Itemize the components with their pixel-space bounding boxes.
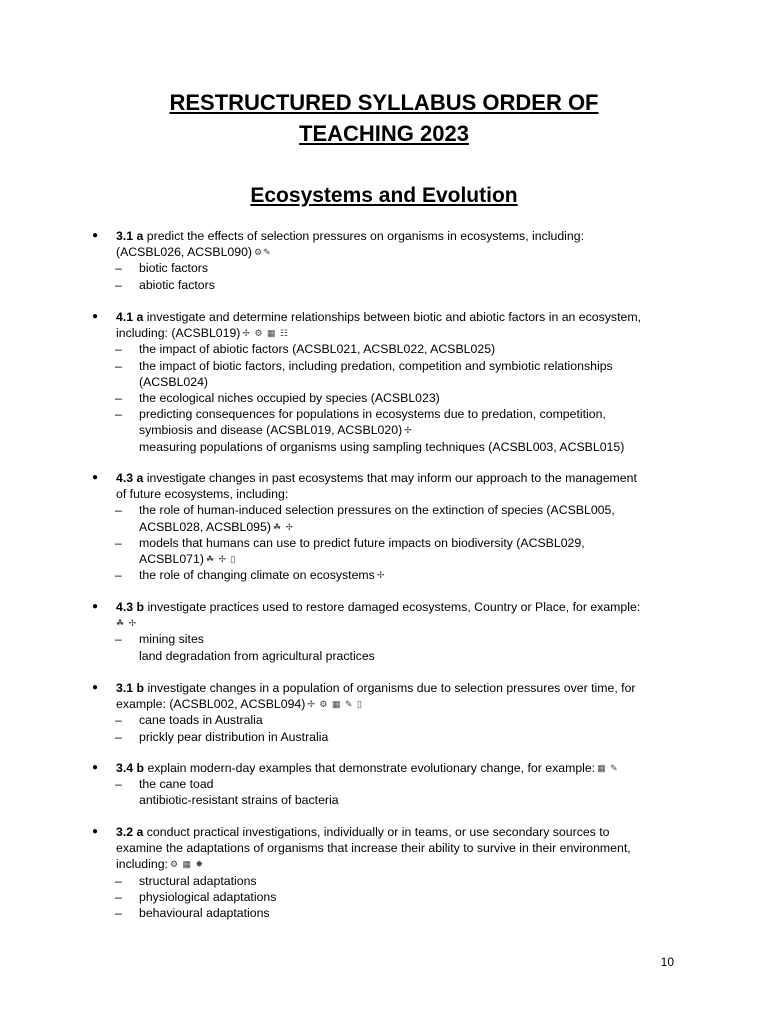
item-number: 3.1 b: [116, 681, 145, 695]
sub-point-cont: ACSBL071): [139, 552, 204, 567]
item-text: investigate and determine relationships between biotic and abiotic factors in an ecosystem,: [143, 310, 641, 324]
syllabus-item-3-1-b: [90, 680, 680, 745]
item-text: investigate practices used to restore damaged ecosystems, Country or Place, for example:: [144, 600, 641, 614]
bullet-icon: ●: [92, 826, 99, 837]
bullet-icon: ●: [92, 601, 99, 612]
sub-point: – prickly pear distribution in Australia: [115, 729, 329, 744]
sub-point: – the impact of biotic factors, including predation, competition and symbiotic relationships: [115, 358, 613, 373]
skill-icons: ☘ ✢ ▯: [205, 554, 237, 565]
skill-icons: ✢: [376, 570, 386, 581]
item-text-cont: example: (ACSBL002, ACSBL094): [116, 697, 306, 712]
skill-icons: ⚙✎: [254, 247, 272, 258]
bullet-icon: ●: [92, 230, 99, 241]
syllabus-item-4-3-a: [90, 470, 680, 583]
item-text: investigate changes in a population of organisms due to selection pressures over time, for: [144, 681, 636, 695]
item-number: 4.1 a: [116, 310, 144, 324]
item-text: predict the effects of selection pressures on organisms in ecosystems, including:: [143, 229, 584, 243]
bullet-icon: ●: [92, 472, 99, 483]
item-text: explain modern-day examples that demonstrate evolutionary change, for example:: [144, 761, 596, 775]
item-text-cont: of future ecosystems, including:: [116, 487, 289, 502]
item-text-cont: including:: [116, 857, 168, 872]
sub-point: – physiological adaptations: [115, 889, 277, 904]
item-text: conduct practical investigations, individually or in teams, or use secondary sources to: [143, 825, 610, 839]
item-number: 4.3 b: [116, 600, 145, 614]
page-title-line-2: TEACHING 2023: [299, 121, 469, 146]
sub-point: – abiotic factors: [115, 277, 215, 292]
item-text-cont: including: (ACSBL019): [116, 326, 241, 341]
skill-icons: ✢: [404, 425, 413, 436]
sub-point: – models that humans can use to predict future impacts on biodiversity (ACSBL029,: [115, 535, 585, 550]
sub-point: – behavioural adaptations: [115, 906, 270, 921]
syllabus-item-4-1-a: [90, 309, 680, 455]
sub-point: – the impact of abiotic factors (ACSBL021, ACSBL022, ACSBL025): [115, 342, 496, 357]
sub-point: – the role of changing climate on ecosystems ✢: [115, 568, 386, 583]
skill-icons: ☘ ✢: [116, 618, 138, 629]
sub-point: – biotic factors: [115, 261, 209, 276]
sub-point: – the cane toad: [115, 777, 214, 792]
syllabus-item-3-2-a: [90, 824, 680, 921]
sub-point: – the ecological niches occupied by species (ACSBL023): [115, 391, 440, 406]
syllabus-item-3-1-a: [90, 228, 680, 293]
sub-point-extra: measuring populations of organisms using sampling techniques (ACSBL003, ACSBL015): [139, 439, 625, 454]
skill-icons: ⚙ ▦ ✸: [169, 859, 205, 870]
item-number: 4.3 a: [116, 471, 144, 485]
sub-point: – predicting consequences for populations in ecosystems due to predation, competition,: [115, 407, 606, 422]
page-number: 10: [660, 955, 674, 969]
skill-icons: ✢ ⚙ ▦ ☷: [242, 328, 290, 339]
bullet-icon: ●: [92, 311, 99, 322]
section-heading: Ecosystems and Evolution: [250, 184, 518, 207]
item-text-cont: (ACSBL026, ACSBL090): [116, 245, 253, 260]
item-number: 3.4 b: [116, 761, 145, 775]
sub-point: – cane toads in Australia: [115, 713, 263, 728]
syllabus-item-3-4-b: [90, 760, 680, 809]
skill-icons: ☘ ✢: [272, 521, 295, 532]
skill-icons: ✢ ⚙ ▦ ✎ ▯: [307, 699, 363, 710]
sub-point: – the role of human-induced selection pressures on the extinction of species (ACSBL005,: [115, 503, 615, 518]
page-title-line-1: RESTRUCTURED SYLLABUS ORDER OF: [169, 90, 599, 115]
item-number: 3.1 a: [116, 229, 144, 243]
bullet-icon: ●: [92, 682, 99, 693]
item-number: 3.2 a: [116, 825, 144, 839]
skill-icons: ▦ ✎: [597, 763, 619, 773]
sub-point-cont: (ACSBL024): [139, 374, 209, 389]
syllabus-item-4-3-b: [90, 599, 680, 664]
item-text-cont: examine the adaptations of organisms that increase their ability to survive in their environment,: [116, 841, 631, 856]
sub-point: – structural adaptations: [115, 873, 257, 888]
sub-point-cont: ACSBL028, ACSBL095): [139, 519, 271, 534]
bullet-icon: ●: [92, 762, 99, 773]
sub-point-cont: symbiosis and disease (ACSBL019, ACSBL020): [139, 423, 403, 438]
sub-point: – mining sites: [115, 632, 204, 647]
item-text: investigate changes in past ecosystems that may inform our approach to the management: [143, 471, 637, 485]
sub-point-extra: antibiotic-resistant strains of bacteria: [139, 793, 339, 808]
sub-point-extra: land degradation from agricultural practices: [139, 648, 375, 663]
